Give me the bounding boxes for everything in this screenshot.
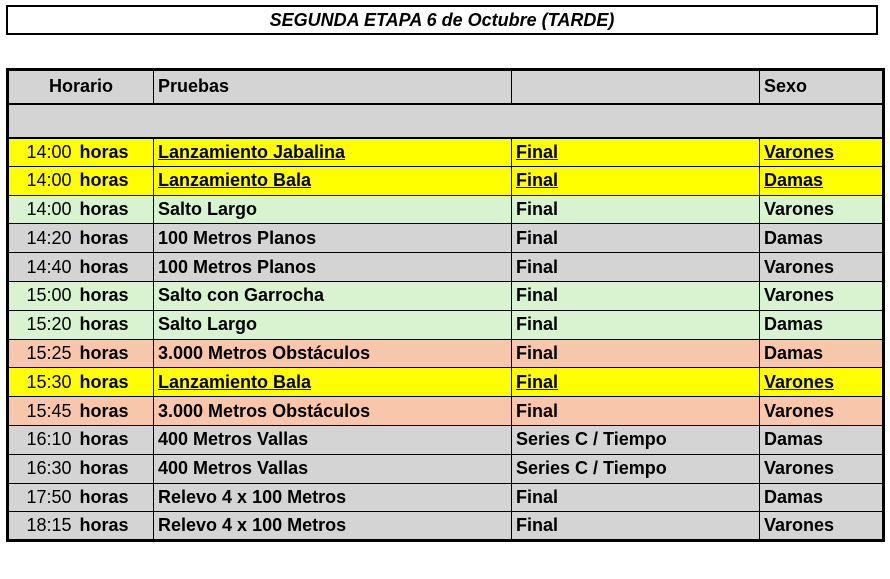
fase-cell: Series C / Tiempo: [512, 425, 760, 454]
sexo-cell: Damas: [760, 483, 884, 512]
prueba-cell: Relevo 4 x 100 Metros: [154, 512, 512, 541]
horas-cell: horas: [76, 512, 154, 541]
time-cell: 16:10: [8, 425, 76, 454]
horas-cell: horas: [76, 310, 154, 339]
fase-cell: Series C / Tiempo: [512, 454, 760, 483]
horas-cell: horas: [76, 483, 154, 512]
sexo-cell: Varones: [760, 368, 884, 397]
fase-cell: Final: [512, 512, 760, 541]
prueba-cell: 400 Metros Vallas: [154, 425, 512, 454]
fase-cell: Final: [512, 281, 760, 310]
prueba-cell: Relevo 4 x 100 Metros: [154, 483, 512, 512]
time-cell: 15:30: [8, 368, 76, 397]
fase-cell: Final: [512, 368, 760, 397]
horas-cell: horas: [76, 253, 154, 282]
header-fase: [512, 70, 760, 104]
page-title: SEGUNDA ETAPA 6 de Octubre (TARDE): [6, 5, 878, 35]
sexo-cell: Varones: [760, 138, 884, 167]
time-cell: 18:15: [8, 512, 76, 541]
time-cell: 14:00: [8, 195, 76, 224]
prueba-cell: Salto con Garrocha: [154, 281, 512, 310]
horas-cell: horas: [76, 166, 154, 195]
sexo-cell: Varones: [760, 281, 884, 310]
table-row: [8, 368, 884, 397]
prueba-cell: Lanzamiento Jabalina: [154, 138, 512, 167]
time-cell: 14:00: [8, 138, 76, 167]
horas-cell: horas: [76, 339, 154, 368]
spacer-cell: [8, 104, 884, 138]
prueba-cell: Lanzamiento Bala: [154, 166, 512, 195]
table-row: [8, 310, 884, 339]
horas-cell: horas: [76, 281, 154, 310]
sexo-cell: Varones: [760, 397, 884, 426]
horas-cell: horas: [76, 138, 154, 167]
horas-cell: horas: [76, 425, 154, 454]
header-row: [8, 70, 884, 104]
prueba-cell: 3.000 Metros Obstáculos: [154, 339, 512, 368]
header-sexo: Sexo: [760, 70, 884, 104]
fase-cell: Final: [512, 339, 760, 368]
header-horario: Horario: [8, 70, 154, 104]
prueba-cell: 100 Metros Planos: [154, 253, 512, 282]
sexo-cell: Varones: [760, 454, 884, 483]
sexo-cell: Varones: [760, 195, 884, 224]
fase-cell: Final: [512, 195, 760, 224]
time-cell: 14:40: [8, 253, 76, 282]
fase-cell: Final: [512, 310, 760, 339]
fase-cell: Final: [512, 224, 760, 253]
table-row: [8, 195, 884, 224]
horas-cell: horas: [76, 368, 154, 397]
time-cell: 14:20: [8, 224, 76, 253]
sexo-cell: Varones: [760, 512, 884, 541]
horas-cell: horas: [76, 397, 154, 426]
horas-cell: horas: [76, 454, 154, 483]
table-row: [8, 166, 884, 195]
prueba-cell: 3.000 Metros Obstáculos: [154, 397, 512, 426]
fase-cell: Final: [512, 397, 760, 426]
sexo-cell: Damas: [760, 224, 884, 253]
fase-cell: Final: [512, 138, 760, 167]
prueba-cell: Salto Largo: [154, 310, 512, 339]
table-row: [8, 224, 884, 253]
schedule-table: [6, 68, 885, 542]
table-row: [8, 454, 884, 483]
prueba-cell: 400 Metros Vallas: [154, 454, 512, 483]
table-row: [8, 483, 884, 512]
time-cell: 16:30: [8, 454, 76, 483]
time-cell: 15:20: [8, 310, 76, 339]
table-row: [8, 339, 884, 368]
table-row: [8, 281, 884, 310]
sexo-cell: Damas: [760, 425, 884, 454]
table-row: [8, 138, 884, 167]
prueba-cell: Lanzamiento Bala: [154, 368, 512, 397]
sexo-cell: Damas: [760, 166, 884, 195]
horas-cell: horas: [76, 224, 154, 253]
time-cell: 15:25: [8, 339, 76, 368]
time-cell: 17:50: [8, 483, 76, 512]
sexo-cell: Damas: [760, 339, 884, 368]
fase-cell: Final: [512, 253, 760, 282]
time-cell: 15:00: [8, 281, 76, 310]
fase-cell: Final: [512, 166, 760, 195]
prueba-cell: Salto Largo: [154, 195, 512, 224]
header-pruebas: Pruebas: [154, 70, 512, 104]
table-row: [8, 512, 884, 541]
sexo-cell: Varones: [760, 253, 884, 282]
sexo-cell: Damas: [760, 310, 884, 339]
horas-cell: horas: [76, 195, 154, 224]
fase-cell: Final: [512, 483, 760, 512]
table-row: [8, 425, 884, 454]
table-row: [8, 397, 884, 426]
table-row: [8, 253, 884, 282]
time-cell: 15:45: [8, 397, 76, 426]
time-cell: 14:00: [8, 166, 76, 195]
spacer-row: [8, 104, 884, 138]
prueba-cell: 100 Metros Planos: [154, 224, 512, 253]
